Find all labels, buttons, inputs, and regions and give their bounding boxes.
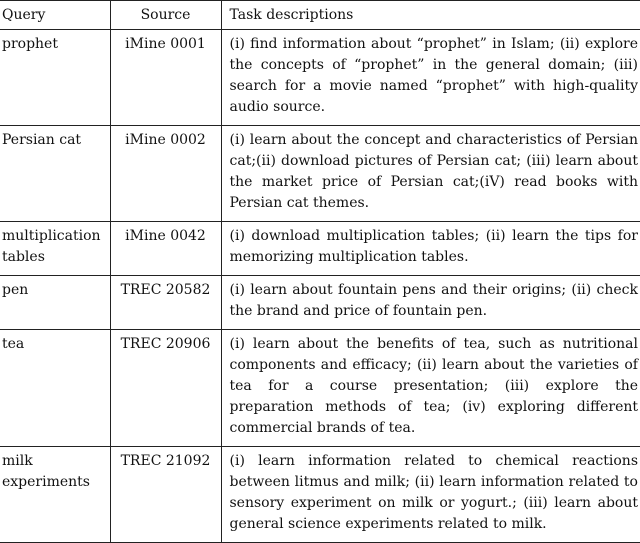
header-query: Query [0,1,110,30]
query-cell: Persian cat [0,126,110,222]
table-row [0,330,640,447]
header-row [0,1,640,30]
source-cell: iMine 0002 [110,126,221,222]
query-cell: prophet [0,30,110,126]
table-row [0,30,640,126]
description-cell: (i) learn information related to chemical reactions between litmus and milk; (ii) learn information related to sensory experiment on milk or yogurt.; (iii) learn about general science experiments related to milk. [229,453,638,532]
table-row [0,126,640,222]
description-cell: (i) learn about the benefits of tea, such as nutritional components and efficacy; (ii) learn about the varieties of tea for a course presentation; (iii) explore the preparation methods of tea; (iv) exploring different commercial brands of tea. [229,336,638,436]
description-cell: (i) learn about the concept and characteristics of Persian cat;(ii) download pictures of Persian cat; (iii) learn about the market price of Persian cat;(iV) read books with Persian cat themes. [229,132,638,211]
header-description: Task descriptions [229,6,354,23]
table-row [0,222,640,276]
source-cell: TREC 20582 [110,276,221,330]
source-cell: iMine 0001 [110,30,221,126]
source-cell: TREC 20906 [110,330,221,447]
table-body [0,30,640,543]
query-cell: tea [0,330,110,447]
description-cell: (i) find information about “prophet” in Islam; (ii) explore the concepts of “prophet” in the general domain; (iii) search for a movie named “prophet” with high-quality audio source. [229,36,638,115]
query-cell: milk experiments [0,447,110,543]
description-cell: (i) download multiplication tables; (ii) learn the tips for memorizing multiplication tables. [229,228,638,265]
table-row [0,447,640,543]
table-row [0,276,640,330]
query-cell: multiplication tables [0,222,110,276]
source-cell: iMine 0042 [110,222,221,276]
header-source: Source [110,1,221,30]
table-header [0,1,640,30]
source-cell: TREC 21092 [110,447,221,543]
query-cell: pen [0,276,110,330]
description-cell: (i) learn about fountain pens and their origins; (ii) check the brand and price of fountain pen. [229,282,638,319]
